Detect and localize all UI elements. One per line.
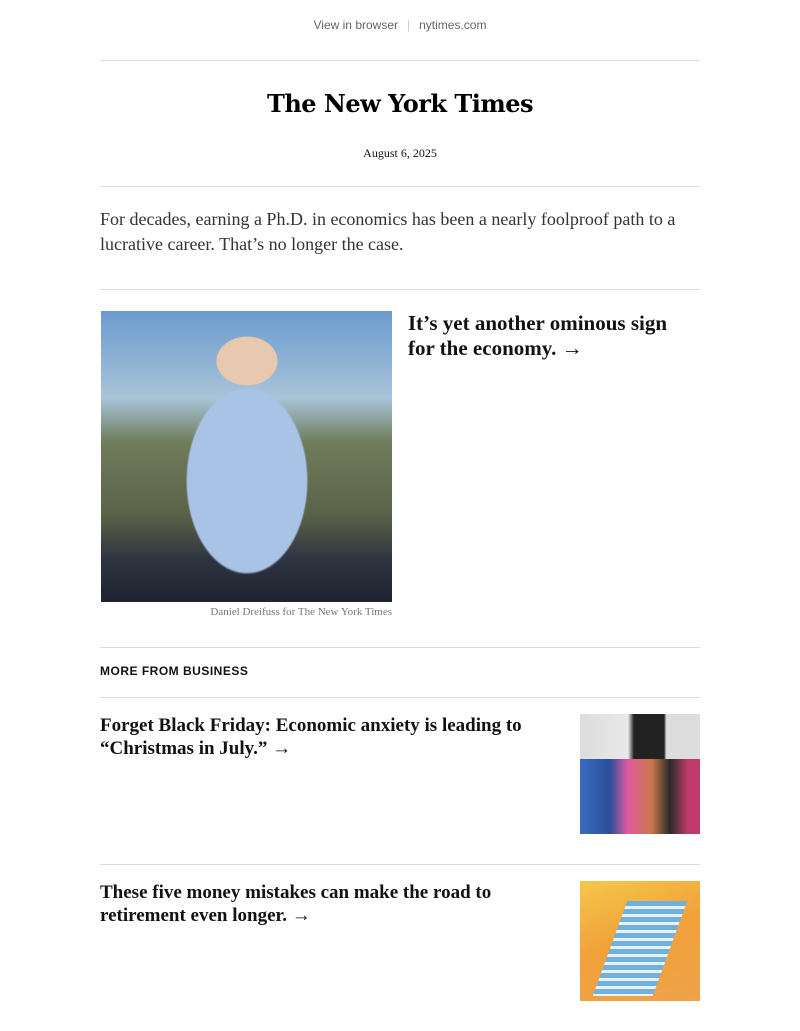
story-headline-link[interactable]: Forget Black Friday: Economic anxiety is leading to “Christmas in July.” →: [100, 715, 522, 759]
story-thumbnail[interactable]: [580, 714, 700, 834]
issue-date: August 6, 2025: [363, 146, 437, 160]
lead-story: [100, 290, 700, 647]
story-headline-link[interactable]: These five money mistakes can make the road to retirement even longer. →: [100, 882, 492, 926]
story-item: [100, 865, 700, 1031]
story-item: [100, 698, 700, 864]
lead-photo[interactable]: [101, 311, 392, 602]
nytimes-link[interactable]: nytimes.com: [419, 18, 487, 32]
lead-headline-link[interactable]: It’s yet another ominous sign for the economy. →: [408, 311, 668, 360]
nyt-logo[interactable]: The New York Times: [267, 89, 533, 118]
separator: |: [407, 18, 411, 32]
story-thumbnail[interactable]: [580, 881, 700, 1001]
view-in-browser-link[interactable]: View in browser: [313, 18, 398, 32]
intro-text: For decades, earning a Ph.D. in economics has been a nearly foolproof path to a lucrative career. That’s no longer the case.: [100, 209, 676, 254]
top-links: [100, 0, 700, 60]
section-label: MORE FROM BUSINESS: [100, 664, 249, 678]
photo-caption: Daniel Dreifuss for The New York Times: [210, 606, 392, 618]
